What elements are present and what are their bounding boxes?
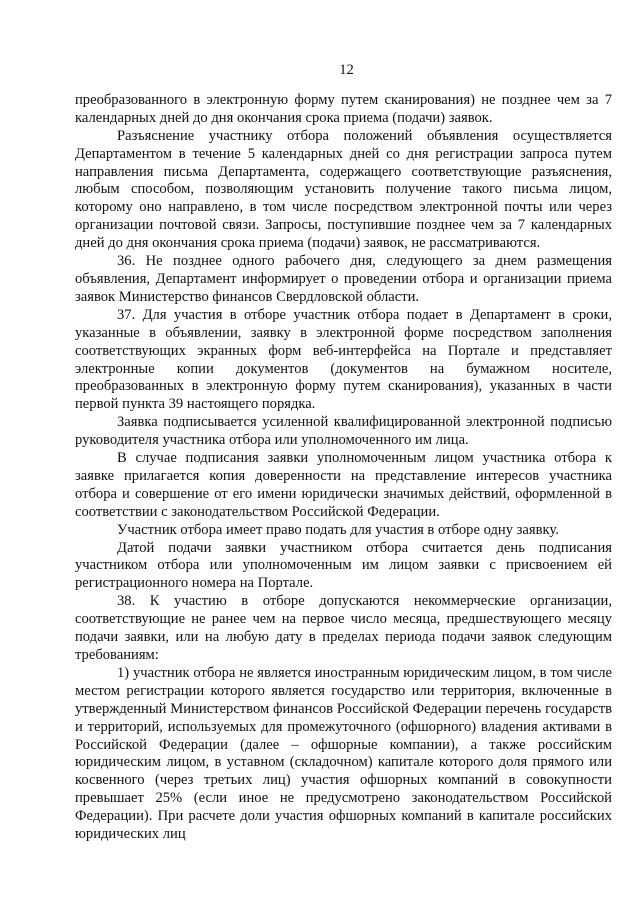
paragraph-clarification: Разъяснение участнику отбора положений объявления осуществляется Департаментом в течение 5 календарных дней со дня регистрации запроса путем направления письма Департамента, содержащего соответствующие разъяснения, любым способом, позволяющим установить получение такого письма лицом, которому оно направлено, в том числе посредством электронной почты или через организации почтовой связи. Запросы, поступившие позднее чем за 7 календарных дней до дня окончания срока приема (подачи) заявок, не рассматриваются. xyxy=(75,127,612,252)
paragraph-continuation: преобразованного в электронную форму путем сканирования) не позднее чем за 7 календарных дней до дня окончания срока приема (подачи) заявок. xyxy=(75,91,612,126)
paragraph-requirement-1: 1) участник отбора не является иностранным юридическим лицом, в том числе местом регистрации которого является государство или территория, включенные в утвержденный Министерством финансов Российской Федерации перечень государств и территорий, используемых для промежуточного (офшорного) владения активами в Российской Федерации (далее – офшорные компании), а также российским юридическим лицом, в уставном (складочном) капитале которого доля прямого или косвенного (через третьих лиц) участия офшорных компаний в совокупности превышает 25% (если иное не предусмотрено законодательством Российской Федерации). При расчете доли участия офшорных компаний в капитале российских юридических лиц xyxy=(75,664,612,843)
paragraph-proxy: В случае подписания заявки уполномоченным лицом участника отбора к заявке прилагается копия доверенности на представление интересов участника отбора и совершение от его имени юридически значимых действий, оформленной в соответствии с законодательством Российской Федерации. xyxy=(75,450,612,520)
paragraph-38: 38. К участию в отборе допускаются некоммерческие организации, соответствующие не ранее чем на первое число месяца, предшествующего месяцу подачи заявки, или на любую дату в пределах периода подачи заявок следующим требованиям: xyxy=(75,593,612,663)
paragraph-one-application: Участник отбора имеет право подать для участия в отборе одну заявку. xyxy=(117,521,559,538)
paragraph-signature: Заявка подписывается усиленной квалифицированной электронной подписью руководителя участника отбора или уполномоченного им лица. xyxy=(75,414,612,449)
paragraph-36: 36. Не позднее одного рабочего дня, следующего за днем размещения объявления, Департамент информирует о проведении отбора и организации приема заявок Министерство финансов Свердловской области. xyxy=(75,253,612,305)
page-number: 12 xyxy=(339,62,354,78)
paragraph-submission-date: Датой подачи заявки участником отбора считается день подписания участником отбора или уполномоченным им лицом заявки с присвоением ей регистрационного номера на Портале. xyxy=(75,539,612,592)
paragraph-37: 37. Для участия в отборе участник отбора подает в Департамент в сроки, указанные в объявлении, заявку в электронной форме посредством заполнения соответствующих экранных форм веб-интерфейса на Портале и представляет электронные копии документов (документов на бумажном носителе, преобразованных в электронную форму путем сканирования), указанных в части первой пункта 39 настоящего порядка. xyxy=(75,306,612,413)
